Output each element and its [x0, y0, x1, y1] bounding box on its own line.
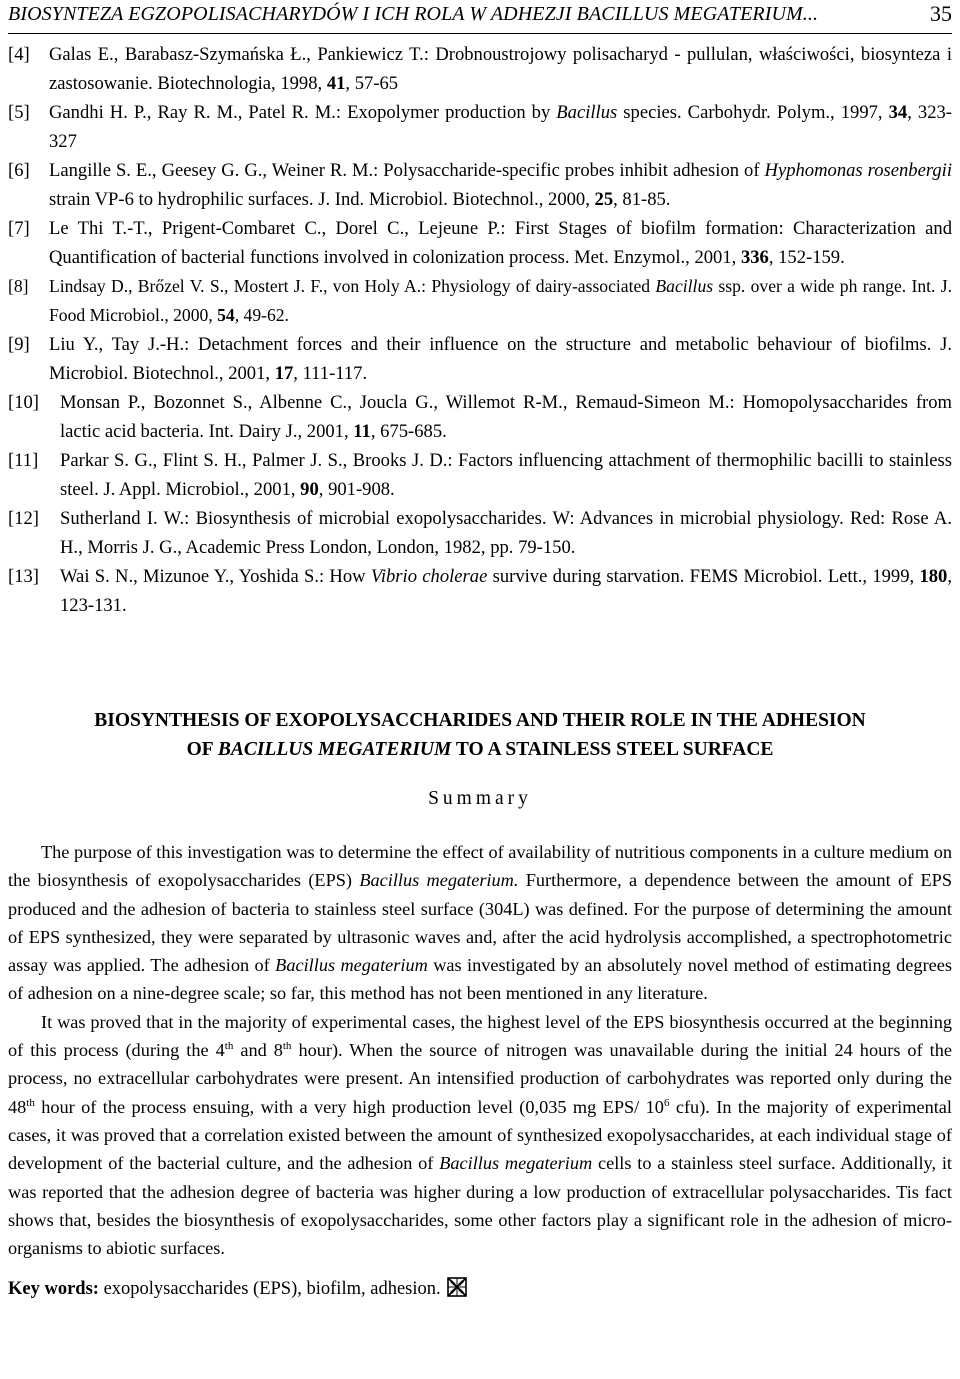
- text-run: ssp. over a wide ph range. Int. J. Food Microbiol., 2000,: [49, 276, 952, 325]
- reference-item: [8, 98, 952, 156]
- text-run: Wai S. N., Mizunoe Y., Yoshida S.: How: [60, 566, 371, 587]
- text-run: , 57-65: [345, 73, 399, 94]
- text-run: strain VP-6 to hydrophilic surfaces. J. Ind. Microbiol. Biotechnol., 2000,: [49, 189, 595, 210]
- english-title-line-2: [8, 735, 952, 764]
- text-run: , 49-62.: [234, 305, 289, 325]
- reference-number: [13]: [8, 566, 39, 587]
- reference-number: [4]: [8, 44, 30, 65]
- text-run: Monsan P., Bozonnet S., Albenne C., Joucla G., Willemot R-M., Remaud-Simeon M.: Homopolysaccharides from lactic acid bacteria. Int. Dairy J., 2001,: [60, 392, 952, 442]
- text-run: The purpose of this investigation was to determine the effect of availability of nutritious components in a culture medium on the biosynthesis of exopolysaccharides (EPS): [8, 842, 952, 891]
- text-run: cfu). In the majority of experimental cases, it was proved that a correlation existed between the amount of synthesized exopolysaccharides, at each individual stage of development of the bacterial culture, and the adhesion of: [8, 1096, 953, 1174]
- text-run: Gandhi H. P., Ray R. M., Patel R. M.: Exopolymer production by: [49, 102, 557, 123]
- text-run: , 323-327: [49, 102, 952, 152]
- text-run: , 152-159.: [768, 247, 845, 268]
- reference-number: [10]: [8, 392, 39, 413]
- reference-item: [8, 562, 952, 620]
- bold-text: 54: [217, 305, 235, 325]
- text-run: Galas E., Barabasz-Szymańska Ł., Pankiewicz T.: Drobnoustrojowy polisacharyd - pullulan, właściwości, biosynteza i zastosowanie. Biotechnologia, 1998,: [49, 44, 952, 94]
- italic-text: Vibrio cholerae: [370, 566, 488, 587]
- reference-item: [8, 272, 952, 330]
- text-run: cells to a stainless steel surface. Additionally, it was reported that the adhesion degree of bacteria was higher during a low production of extracellular polysaccharides. Tis fact shows that, besides the biosynthesis of exopolysaccharides, some other factors play a significant role in the adhesion of micro-organisms to abiotic surfaces.: [8, 1153, 953, 1259]
- superscript: th: [26, 1096, 35, 1109]
- text-run: Parkar S. G., Flint S. H., Palmer J. S., Brooks J. D.: Factors influencing attachment of thermophilic bacilli to stainless steel. J. Appl. Microbiol., 2001,: [60, 450, 952, 500]
- text-run: Liu Y., Tay J.-H.: Detachment forces and their influence on the structure and metabolic behaviour of biofilms. J. Microbiol. Biotechnol., 2001,: [49, 334, 952, 384]
- text-run: Sutherland I. W.: Biosynthesis of microbial exopolysaccharides. W: Advances in microbial physiology. Red: Rose A. H., Morris J. G., Academic Press London, London, 1982, pp. 79-150.: [60, 508, 952, 558]
- reference-item: [8, 156, 952, 214]
- text-run: Furthermore, a dependence between the amount of EPS produced and the adhesion of bacteria to stainless steel surface (304L) was defined. For the purpose of determining the amount of EPS synthesized, they were separated by ultrasonic waves and, after the acid hydrolysis accomplished, a spectrophotometric assay was applied. The adhesion of: [8, 870, 953, 976]
- english-title-prefix: OF: [186, 739, 218, 760]
- bold-text: 11: [353, 421, 371, 442]
- italic-text: Bacillus megaterium: [439, 1153, 593, 1174]
- bold-text: 336: [740, 247, 769, 268]
- reference-number: [9]: [8, 334, 30, 355]
- text-run: , 81-85.: [613, 189, 671, 210]
- reference-list: [8, 40, 952, 620]
- english-title-suffix: TO A STAINLESS STEEL SURFACE: [451, 739, 774, 760]
- text-run: It was proved that in the majority of experimental cases, the highest level of the EPS biosynthesis occurred at the beginning of this process (during the 4: [8, 1011, 952, 1061]
- reference-number: [11]: [8, 450, 39, 471]
- english-title: [8, 706, 952, 764]
- reference-number: [12]: [8, 508, 39, 529]
- italic-text: Bacillus megaterium: [275, 955, 428, 976]
- reference-number: [7]: [8, 218, 30, 239]
- text-run: , 111-117.: [293, 363, 368, 384]
- text-run: species. Carbohydr. Polym., 1997,: [617, 102, 889, 123]
- text-run: Lindsay D., Brőzel V. S., Mostert J. F., von Holy A.: Physiology of dairy-associated: [49, 276, 656, 296]
- text-run: Le Thi T.-T., Prigent-Combaret C., Dorel C., Lejeune P.: First Stages of biofilm formation: Characterization and Quantification of bacterial functions involved in colonization process. Met. Enzymol., 2001,: [49, 218, 952, 268]
- reference-item: [8, 446, 952, 504]
- text-run: , 675-685.: [370, 421, 447, 442]
- bold-text: 34: [888, 102, 908, 123]
- reference-item: [8, 214, 952, 272]
- superscript: th: [282, 1040, 292, 1053]
- running-header: [8, 0, 952, 34]
- bold-text: 180: [919, 566, 948, 587]
- text-run: and 8: [233, 1040, 283, 1061]
- end-of-article-icon: [447, 1277, 467, 1297]
- text-run: hour of the process ensuing, with a very high production level (0,035 mg EPS/ 10: [34, 1096, 664, 1117]
- summary-body: [8, 838, 952, 1262]
- bold-text: 17: [274, 363, 294, 384]
- text-run: was investigated by an absolutely novel method of estimating degrees of adhesion on a nine-degree scale; so far, this method has not been mentioned in any literature.: [8, 955, 952, 1004]
- reference-number: [8]: [8, 276, 29, 296]
- english-title-line-1: BIOSYNTHESIS OF EXOPOLYSACCHARIDES AND THEIR ROLE IN THE ADHESION: [94, 710, 866, 731]
- keywords-value: exopolysaccharides (EPS), biofilm, adhesion.: [98, 1279, 441, 1300]
- summary-heading: Summary: [428, 788, 532, 809]
- keywords-label: Key words:: [8, 1279, 99, 1300]
- text-run: hour). When the source of nitrogen was unavailable during the initial 24 hours of the process, no extracellular carbohydrates were present. An intensified production of carbohydrates was reported only during the 48: [8, 1040, 952, 1117]
- reference-item: [8, 504, 952, 562]
- reference-item: [8, 40, 952, 98]
- text-run: , 123-131.: [60, 566, 952, 616]
- text-run: , 901-908.: [318, 479, 395, 500]
- summary-paragraph: [8, 838, 952, 1008]
- italic-text: Bacillus: [655, 276, 714, 296]
- page-number: 35: [930, 1, 952, 26]
- keywords: [8, 1275, 952, 1303]
- text-run: survive during starvation. FEMS Microbiol. Lett., 1999,: [487, 566, 920, 587]
- page: [8, 0, 952, 1303]
- superscript: th: [224, 1040, 234, 1053]
- reference-number: [5]: [8, 102, 30, 123]
- text-run: Langille S. E., Geesey G. G., Weiner R. M.: Polysaccharide-specific probes inhibit adhesion of: [49, 160, 765, 181]
- bold-text: 25: [594, 189, 614, 210]
- summary-paragraph: [8, 1008, 952, 1263]
- superscript: 6: [663, 1096, 670, 1109]
- reference-item: [8, 388, 952, 446]
- bold-text: 41: [326, 73, 346, 94]
- italic-text: Bacillus: [556, 102, 618, 123]
- running-header-title: BIOSYNTEZA EGZOPOLISACHARYDÓW I ICH ROLA W ADHEZJI BACILLUS MEGATERIUM...: [8, 3, 819, 25]
- italic-text: Hyphomonas rosenbergii: [764, 160, 952, 181]
- bold-text: 90: [300, 479, 319, 500]
- english-title-species: BACILLUS MEGATERIUM: [217, 739, 452, 760]
- reference-item: [8, 330, 952, 388]
- reference-number: [6]: [8, 160, 30, 181]
- italic-text: Bacillus megaterium.: [359, 870, 519, 891]
